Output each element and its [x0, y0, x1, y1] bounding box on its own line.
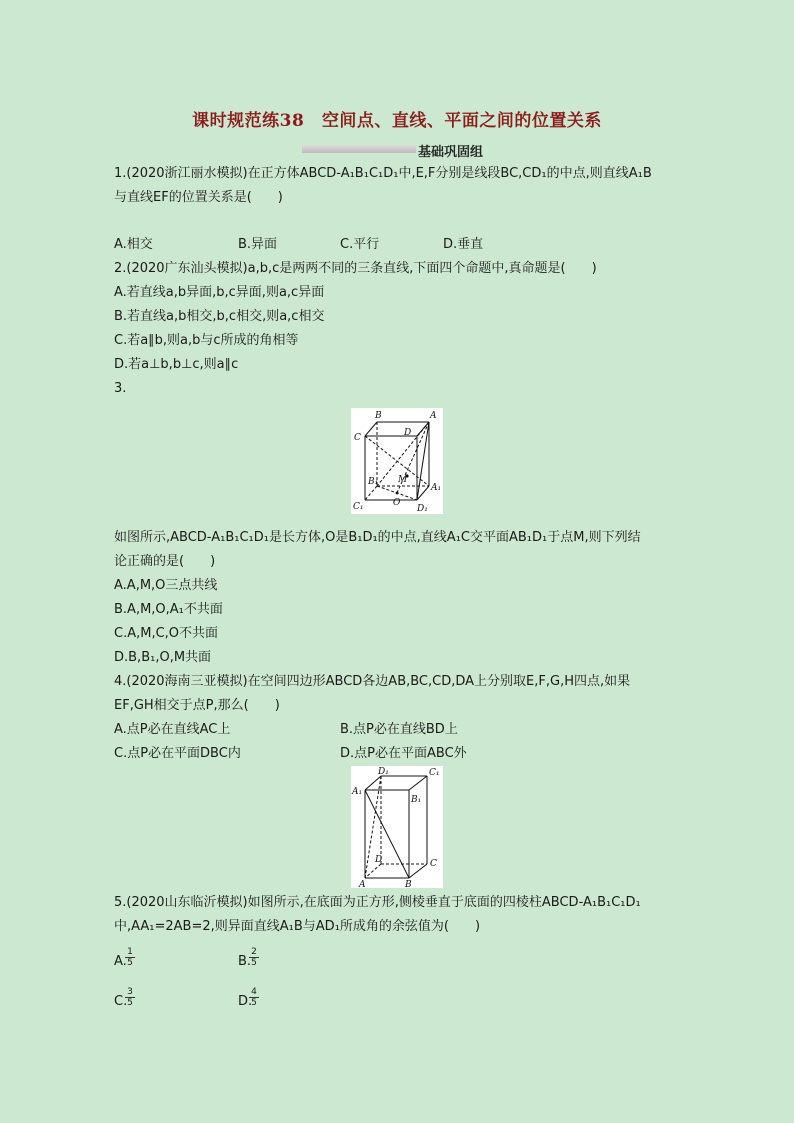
q1-option-d: D.垂直: [443, 237, 484, 252]
q2-stem: 2.(2020广东汕头模拟)a,b,c是两两不同的三条直线,下面四个命题中,真命题是( ): [114, 261, 597, 276]
q3-label-c1: C₁: [353, 502, 364, 512]
q5-option-a-letter: A.: [114, 954, 127, 969]
page-title: 课时规范练38 空间点、直线、平面之间的位置关系: [192, 111, 602, 131]
q5-option-d-fraction: [249, 987, 259, 1008]
q3-label-d1: D₁: [417, 504, 428, 514]
prism-diagram: [351, 766, 443, 888]
q4-label-a: A: [359, 880, 366, 888]
q5-option-d-den: 5: [249, 997, 259, 1008]
q4-label-a1: A₁: [352, 787, 363, 797]
q1-stem-line1: 1.(2020浙江丽水模拟)在正方体ABCD-A₁B₁C₁D₁中,E,F分别是线段BC,CD₁的中点,则直线A₁B: [114, 166, 652, 181]
q2-option-c: C.若a∥b,则a,b与c所成的角相等: [114, 333, 299, 348]
q1-option-c: C.平行: [340, 237, 380, 252]
q3-label-d: D: [404, 428, 412, 438]
q4-option-d: D.点P必在平面ABC外: [340, 746, 467, 761]
q4-label-c: C: [430, 859, 437, 869]
q5-option-a-fraction: [125, 947, 135, 968]
q5-stem-line1: 5.(2020山东临沂模拟)如图所示,在底面为正方形,侧棱垂直于底面的四棱柱ABCD-A₁B₁C₁D₁: [114, 895, 641, 910]
q3-label-c: C: [354, 433, 361, 443]
section-divider: [302, 145, 416, 153]
q1-option-a: A.相交: [114, 237, 153, 252]
q3-label-m: M: [398, 475, 408, 485]
q5-stem-line2: 中,AA₁=2AB=2,则异面直线A₁B与AD₁所成角的余弦值为( ): [114, 919, 481, 934]
q3-label-a: A: [430, 411, 437, 421]
q1-stem-line2: 与直线EF的位置关系是( ): [114, 190, 283, 205]
q3-label-o: O: [393, 498, 401, 508]
q3-label-b: B: [375, 411, 382, 421]
q5-option-a-num: 1: [127, 947, 133, 957]
q3-stem-line2: 论正确的是( ): [114, 554, 216, 569]
q5-option-c-den: 5: [125, 997, 135, 1008]
q5-option-c-letter: C.: [114, 994, 128, 1009]
q1-option-b: B.异面: [238, 237, 278, 252]
q5-option-b-num: 2: [251, 947, 257, 957]
q3-label-b1: B₁: [368, 477, 379, 487]
q3-label-a1: A₁: [431, 483, 442, 493]
q3-option-d: D.B,B₁,O,M共面: [114, 650, 212, 665]
q2-option-b: B.若直线a,b相交,b,c相交,则a,c相交: [114, 309, 325, 324]
q5-option-c-fraction: [125, 987, 135, 1008]
q5-option-d-letter: D.: [238, 994, 253, 1009]
q5-option-d-num: 4: [251, 987, 257, 997]
q4-stem-line1: 4.(2020海南三亚模拟)在空间四边形ABCD各边AB,BC,CD,DA上分别取E,F,G,H四点,如果: [114, 674, 631, 689]
q3-stem-line1: 如图所示,ABCD-A₁B₁C₁D₁是长方体,O是B₁D₁的中点,直线A₁C交平面AB₁D₁于点M,则下列结: [114, 530, 641, 545]
q3-number: 3.: [114, 381, 127, 396]
q4-option-a: A.点P必在直线AC上: [114, 722, 231, 737]
q4-option-b: B.点P必在直线BD上: [340, 722, 458, 737]
q4-stem-line2: EF,GH相交于点P,那么( ): [114, 698, 280, 713]
q3-option-c: C.A,M,C,O不共面: [114, 626, 219, 641]
q4-figure: [351, 766, 443, 888]
q3-option-b: B.A,M,O,A₁不共面: [114, 602, 223, 617]
q4-label-b: B: [405, 880, 412, 888]
q5-option-b-fraction: [249, 947, 259, 968]
q4-label-d1: D₁: [378, 767, 389, 777]
q2-option-d: D.若a⊥b,b⊥c,则a∥c: [114, 357, 239, 372]
q4-label-d: D: [375, 855, 383, 865]
q5-option-c-num: 3: [127, 987, 133, 997]
q3-option-a: A.A,M,O三点共线: [114, 578, 218, 593]
q5-option-b-den: 5: [249, 957, 259, 968]
q4-option-c: C.点P必在平面DBC内: [114, 746, 241, 761]
q5-option-b-letter: B.: [238, 954, 252, 969]
section-label: 基础巩固组: [418, 145, 484, 160]
q5-option-a-den: 5: [125, 957, 135, 968]
q2-option-a: A.若直线a,b异面,b,c异面,则a,c异面: [114, 285, 325, 300]
cuboid-diagram: [351, 408, 443, 514]
q4-label-b1: B₁: [411, 795, 422, 805]
q3-figure: [351, 408, 443, 514]
q4-label-c1: C₁: [429, 768, 440, 778]
